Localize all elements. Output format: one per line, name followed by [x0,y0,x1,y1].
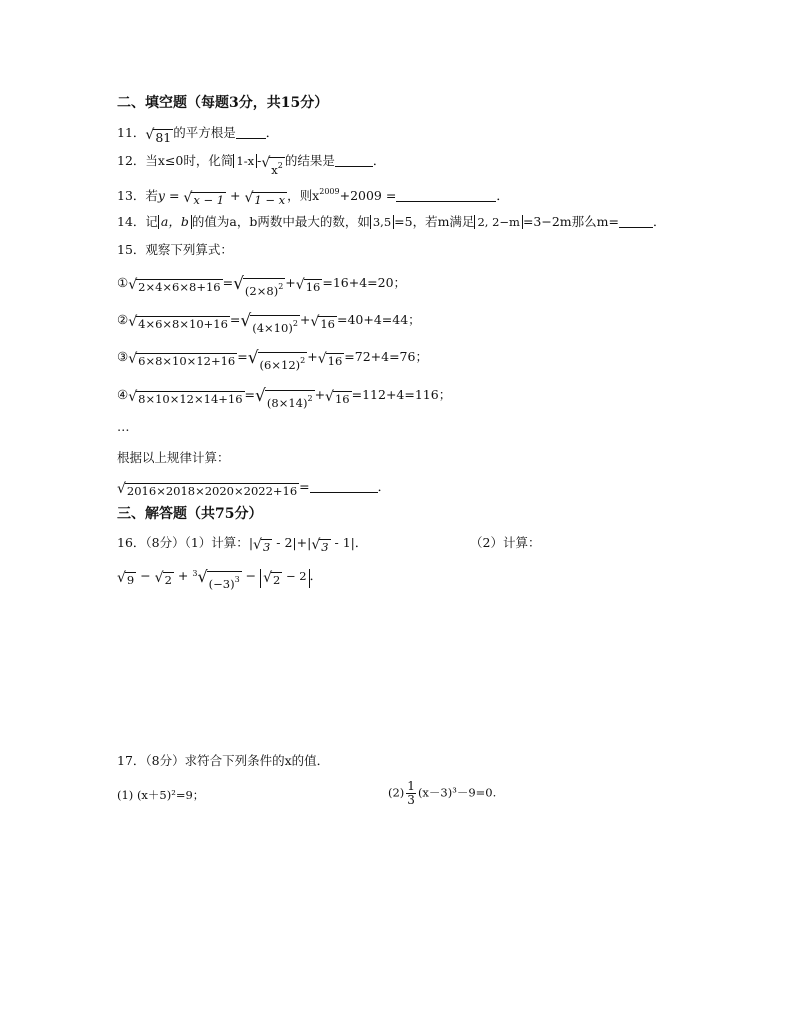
q13-y: y [157,188,165,203]
row-eq: = [222,275,234,290]
q12-text-b: 的结果是 [284,153,335,168]
q12-number: 12． [117,153,146,168]
q16-r1: 3 [262,540,271,554]
q13-eq: = [164,188,184,203]
q13-r2: 1 − x [254,193,286,207]
row-inner: 6×12 [264,358,296,372]
calc-rad: 2016×2018×2020×2022+16 [126,484,298,498]
q14-condition: 2, 2−m [474,215,523,229]
row-inner: 2×8 [249,284,274,298]
row-plus: + [314,387,326,402]
q13-end: ． [496,188,509,203]
q14-text-c: =5，若m满足 [394,214,475,229]
q16-cube-sup: 3 [234,575,240,584]
row-rad: 4×6×8×10+16 [138,317,228,331]
fraction-one-third [406,780,416,807]
frac-den: 3 [407,793,415,807]
sqrt-product: √ 8×10×12×14+16 [128,389,243,406]
q12-minus: - [257,153,262,168]
sqrt-square: √ $(2\times 8)^2$ [233,274,284,298]
q16-cube-inner: (−3) [208,577,235,591]
sqrt-product: √ 4×6×8×10+16 [128,314,228,331]
sqrt-3: √ 3 [311,537,329,554]
q13-plus: + [226,188,245,203]
q14-end: ． [652,214,666,229]
row-r16: 16 [320,317,335,331]
q16-r2: 3 [321,540,329,554]
row-label: ④ [117,387,129,402]
sqrt-16: √ 16 [317,351,343,368]
question-16 [117,534,367,555]
row-label: ② [117,312,129,327]
q17-part2 [388,780,496,807]
sqrt-81: √ 81 [145,127,172,145]
q16-r2b: 2 [164,573,172,587]
q16-p1-mid: - 2|+| [272,535,312,550]
q16-expression [117,565,322,592]
q15-text: 观察下列算式： [145,242,233,257]
row-eq: = [237,349,248,364]
row-plus: + [285,275,296,290]
sqrt-16: √ 16 [310,314,335,331]
q16-abs-open: | [248,535,254,550]
q12-end: ． [372,153,386,168]
q12-text-a: 当x≤0时，化简 [145,153,234,168]
calc-end: ． [377,479,391,494]
q14-ab: a，b [158,215,192,229]
row-inner: 8×14 [271,396,303,410]
sqrt-x2: √ $x^2$ [261,155,283,177]
q15-row-4 [117,386,451,411]
sqrt-product: √ 2×4×6×8+16 [128,277,221,294]
section-2-title: 二、填空题（每题3分，共15分） [117,95,329,111]
question-12 [117,152,385,178]
sqrt-square: √ $(6\times 12)^2$ [247,348,306,372]
row-eq: = [229,312,241,327]
row-inner: 4×10 [256,321,289,335]
sqrt-x-minus-1: √ x − 1 [183,190,225,207]
q14-number: 14． [117,214,146,229]
q11-end: ． [265,125,279,140]
row-label: ③ [117,349,129,364]
q12-abs: 1-x [233,154,257,168]
q16-abs-rad: 2 [273,573,281,587]
cube-root-index: 3 [192,569,198,578]
q16-r9: 9 [126,573,135,587]
q16-p1-end: - 1|． [330,535,368,550]
sqrt-calc: √ 2016×2018×2020×2022+16 [117,481,298,498]
row-result: =72+4=76； [344,349,428,364]
q15-calc [117,478,390,499]
sqrt-9: √ 9 [117,570,135,587]
sqrt-square: √ $(4\times 10)^2$ [240,311,298,335]
sqrt-square: √ $(8\times 14)^2$ [255,386,313,410]
row-sup: 2 [307,394,313,403]
row-sup: 2 [278,282,284,291]
q15-ellipsis: … [117,419,130,434]
question-17 [117,752,329,770]
cube-root: √ $(-3)^3$ [197,567,240,591]
row-result: =40+4=44； [336,312,421,327]
q15-row-1 [117,274,406,299]
q11-number: 11． [117,125,146,140]
q13-text-c: +2009 = [339,188,397,203]
q17-p2-label: (2) [388,785,405,800]
q15-row-3 [117,348,428,373]
section-3-title: 三、解答题（共75分） [117,506,263,522]
sqrt-1-minus-x: √ 1 − x [244,190,286,207]
question-13 [117,183,509,208]
row-rad: 8×10×12×14+16 [138,392,243,406]
q13-text-a: 若 [145,188,158,203]
q14-text-b: 的值为a，b两数中最大的数，如 [191,214,370,229]
q13-sup: 2009 [319,187,340,196]
row-eq: = [244,387,256,402]
q13-r1: x − 1 [193,193,225,207]
q14-text-d: =3−2m那么m= [522,214,619,229]
answer-blank-11[interactable] [236,125,266,139]
q16-score: （8分） [145,535,185,550]
calc-eq: = [299,479,310,494]
row-plus: + [299,312,311,327]
row-result: =16+4=20； [322,275,407,290]
sqrt-3: √ 3 [253,537,271,554]
q15-row-2 [117,311,421,336]
row-r16: 16 [334,392,350,406]
q16-end: ． [309,568,323,583]
q12-rad-x: x [271,163,278,177]
q17-number: 17． [117,753,146,768]
question-15 [117,241,233,259]
frac-num: 1 [407,779,415,793]
q16-part1-label: （1）计算： [184,535,249,550]
q16-abs: √ 2 − 2 [260,569,310,588]
q17-score: （8分） [145,753,185,768]
sqrt-2: √ 2 [154,570,172,587]
q13-text-b: ，则x [287,188,320,203]
answer-blank-15[interactable] [310,479,378,493]
q16-minus-1: − [136,568,155,583]
q17-text: 求符合下列条件的x的值． [184,753,330,768]
question-14 [117,213,666,231]
row-rad: 2×4×6×8+16 [138,280,221,294]
answer-blank-12[interactable] [335,153,373,167]
q13-number: 13． [117,188,146,203]
q16-abs-rest: − 2 [282,569,307,583]
q11-text: 的平方根是 [173,125,236,140]
answer-blank-14[interactable] [619,214,653,228]
q12-sup: 2 [277,161,283,170]
q15-number: 15． [117,242,146,257]
row-r16: 16 [305,280,321,294]
row-result: =112+4=116； [351,387,452,402]
q16-plus: + [173,568,193,583]
row-sup: 2 [292,319,298,328]
sqrt-16: √ 16 [295,277,321,294]
q15-rule: 根据以上规律计算： [117,450,230,465]
q16-part2-label: （2）计算： [470,535,541,550]
q16-minus-2: − [241,568,261,583]
q17-p2-rest: (x－3)³－9=0. [417,785,497,800]
row-sup: 2 [300,356,306,365]
q14-example: 3,5 [370,215,394,229]
row-label: ① [117,275,129,290]
q14-text-a: 记 [145,214,158,229]
row-rad: 6×8×10×12+16 [138,354,236,368]
q16-number: 16． [117,535,146,550]
answer-blank-13[interactable] [396,188,496,202]
sqrt-product: √ 6×8×10×12+16 [128,351,236,368]
q17-part1: (1) (x＋5)²=9； [117,788,205,802]
sqrt-16: √ 16 [325,389,350,406]
row-r16: 16 [327,354,343,368]
row-plus: + [307,349,318,364]
question-11 [117,124,278,145]
